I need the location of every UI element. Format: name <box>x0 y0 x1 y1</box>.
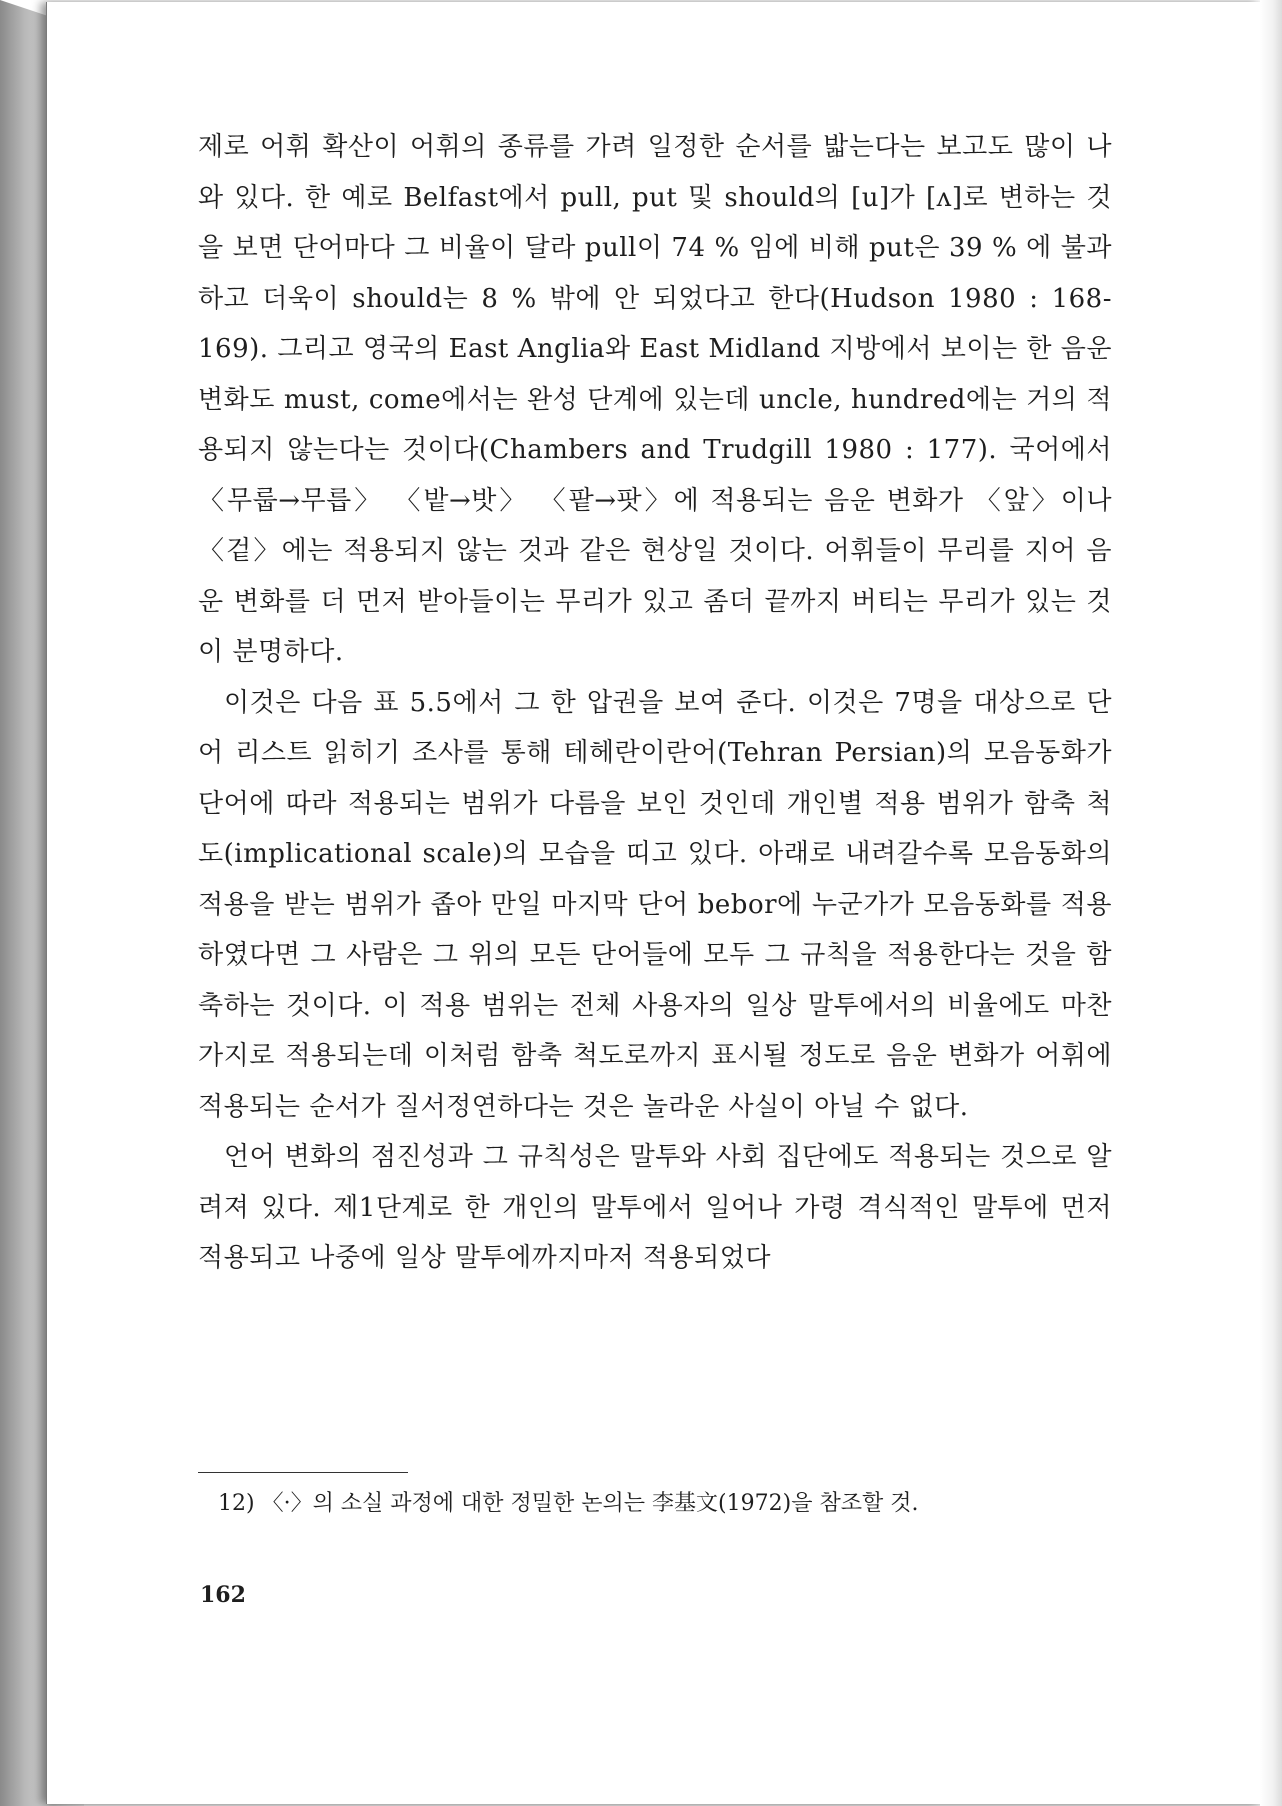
body-text <box>198 122 1112 1284</box>
paragraph-2: 이것은 다음 표 5.5에서 그 한 압권을 보여 준다. 이것은 7명을 대상으로 단어 리스트 읽히기 조사를 통해 테헤란이란어(Tehran Persian)의 모음동화가 단어에 따라 적용되는 범위가 다름을 보인 것인데 개인별 적용 범위가 함축 척도(implicational scale)의 모습을 띠고 있다. 아래로 내려갈수록 모음동화의 적용을 받는 범위가 좁아 만일 마지막 단어 bebor에 누군가가 모음동화를 적용하였다면 그 사람은 그 위의 모든 단어들에 모두 그 규칙을 적용한다는 것을 함축하는 것이다. 이 적용 범위는 전체 사용자의 일상 말투에서의 비율에도 마찬가지로 적용되는데 이처럼 함축 척도로까지 표시될 정도로 음운 변화가 어휘에 적용되는 순서가 질서정연하다는 것은 놀라운 사실이 아닐 수 없다. <box>198 687 1112 1122</box>
paragraph-1: 제로 어휘 확산이 어휘의 종류를 가려 일정한 순서를 밟는다는 보고도 많이 나와 있다. 한 예로 Belfast에서 pull, put 및 should의 [u]가 [ʌ]로 변하는 것을 보면 단어마다 그 비율이 달라 pull이 74 % 임에 비해 put은 39 % 에 불과하고 더욱이 should는 8 % 밖에 안 되었다고 한다(Hudson 1980 : 168-169). 그리고 영국의 East Anglia와 East Midland 지방에서 보이는 한 음운 변화도 must, come에서는 완성 단계에 있는데 uncle, hundred에는 거의 적용되지 않는다는 것이다(Chambers and Trudgill 1980 : 177). 국어에서 〈무룹→무릅〉 〈밭→밧〉 〈팥→팟〉에 적용되는 음운 변화가 〈앞〉이나 〈겉〉에는 적용되지 않는 것과 같은 현상일 것이다. 어휘들이 무리를 지어 음운 변화를 더 먼저 받아들이는 무리가 있고 좀더 끝까지 버티는 무리가 있는 것이 분명하다. <box>198 132 1112 667</box>
footnote-divider <box>198 1472 408 1473</box>
page-edge <box>1260 0 1282 1806</box>
paragraph-3: 언어 변화의 점진성과 그 규칙성은 말투와 사회 집단에도 적용되는 것으로 알려져 있다. 제1단계로 한 개인의 말투에서 일어나 가령 격식적인 말투에 먼저 적용되고 나중에 일상 말투에까지마저 적용되었다 <box>198 1142 1112 1273</box>
page-number: 162 <box>200 1582 246 1608</box>
footnote: 12) 〈·〉의 소실 과정에 대한 정밀한 논의는 李基文(1972)을 참조할 것. <box>218 1491 919 1516</box>
